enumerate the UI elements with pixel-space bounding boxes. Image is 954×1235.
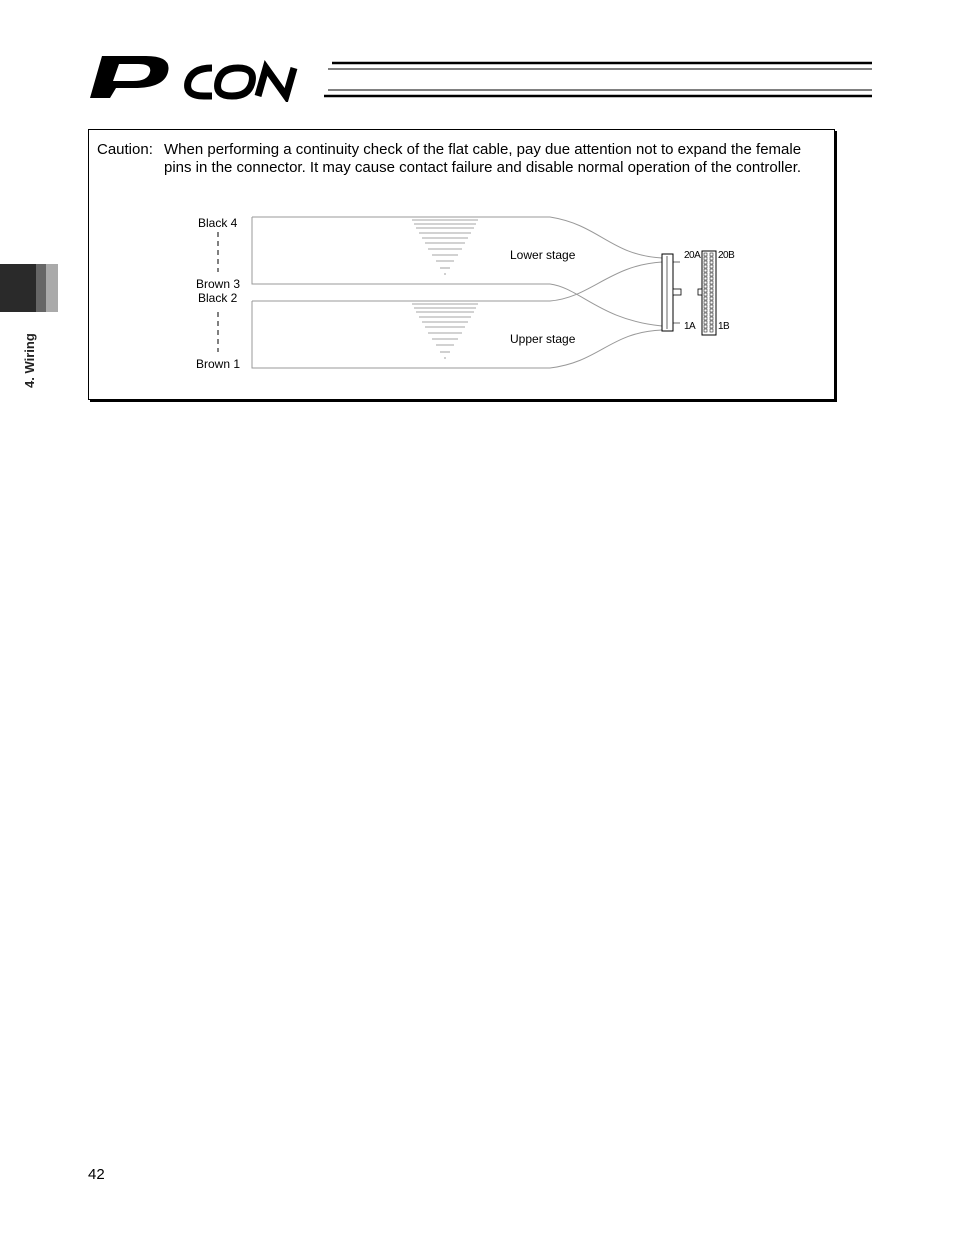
ribbon-hatch-upper: [412, 304, 478, 358]
wire-label-brown3: Brown 3: [196, 277, 241, 291]
page-number: 42: [88, 1166, 105, 1183]
wire-label-brown1: Brown 1: [196, 357, 241, 371]
stage-label-lower: Lower stage: [510, 248, 576, 262]
pin-label-1a: 1A: [684, 321, 696, 332]
pin-label-1b: 1B: [718, 321, 730, 332]
caution-text: When performing a continuity check of the flat cable, pay due attention not to expand the female pins in the connector. It may cause contact failure and disable normal operation of the controller.: [164, 141, 802, 176]
connector-side-view: [662, 254, 681, 331]
stage-label-upper: Upper stage: [510, 332, 576, 346]
ribbon-hatch-lower: [412, 220, 478, 274]
pin-label-20a: 20A: [684, 250, 701, 261]
section-label: 4. Wiring: [22, 333, 37, 388]
caution-label: Caution:: [97, 141, 153, 158]
pin-label-20b: 20B: [718, 250, 735, 261]
wire-label-black4: Black 4: [198, 216, 238, 230]
wire-label-black2: Black 2: [198, 291, 238, 305]
connector-front-view: [698, 251, 716, 335]
